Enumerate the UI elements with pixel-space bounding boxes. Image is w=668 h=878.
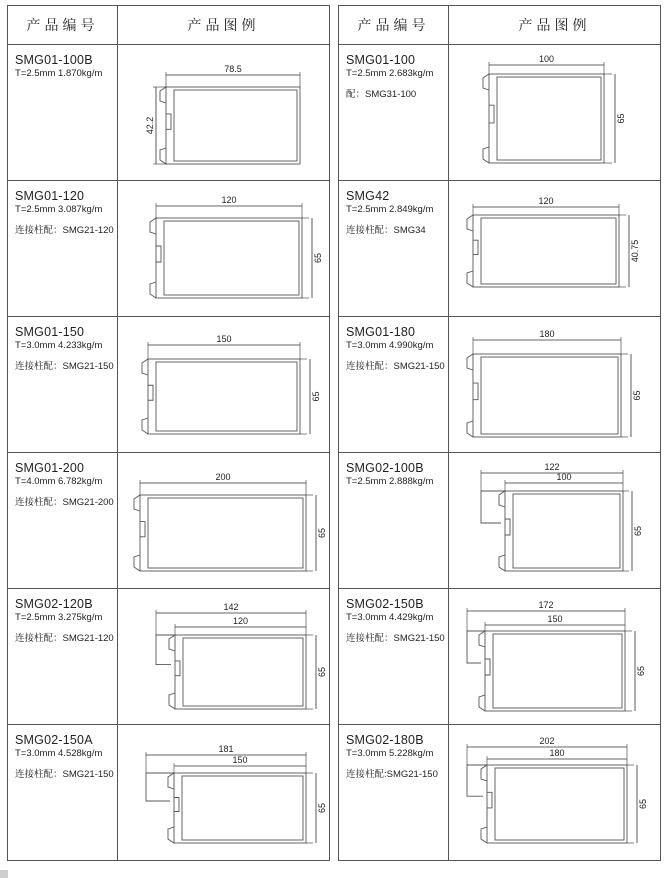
profile-drawing (118, 45, 330, 180)
inner-dimension-label: 180 (549, 748, 565, 758)
product-figure-cell (118, 181, 330, 317)
product-row (339, 725, 661, 861)
product-row (339, 317, 661, 453)
profile-inner-wall (182, 776, 303, 840)
profile-drawing (449, 45, 661, 180)
profile-connector-slots (150, 218, 161, 298)
product-row (8, 317, 330, 453)
profile-outer-frame (175, 635, 306, 709)
product-info-cell (339, 589, 449, 725)
header-product-figure: 产品图例 (449, 6, 661, 45)
width-dimension-label: 180 (539, 329, 555, 339)
product-spec: T=2.5mm 2.888kg/m (346, 476, 434, 487)
product-spec: T=3.0mm 4.429kg/m (346, 612, 434, 623)
product-figure-cell (118, 589, 330, 725)
catalog-table-left (7, 5, 330, 861)
width-dimension-label: 122 (544, 462, 560, 472)
product-code: SMG01-150 (15, 325, 85, 339)
product-code: SMG02-100B (346, 461, 424, 475)
product-matching-column: 连接柱配：SMG21-150 (346, 633, 445, 644)
profile-inner-wall (183, 638, 303, 706)
profile-connector-slots (142, 359, 153, 434)
profile-connector-slots (134, 495, 145, 571)
product-row (339, 589, 661, 725)
product-spec: T=2.5mm 3.275kg/m (15, 612, 103, 623)
height-dimension-label: 40.75 (630, 239, 640, 263)
profile-outer-frame (487, 765, 627, 843)
product-spec: T=2.5mm 1.870kg/m (15, 68, 103, 79)
product-code: SMG02-120B (15, 597, 93, 611)
profile-connector-slots (169, 635, 180, 709)
product-figure-cell (449, 725, 661, 861)
profile-drawing (118, 181, 330, 316)
profile-inner-wall (481, 357, 618, 434)
inner-dimension-label: 100 (556, 472, 572, 482)
width-dimension-label: 120 (221, 195, 237, 205)
product-info-cell (8, 589, 118, 725)
product-row (339, 453, 661, 589)
product-matching-column: 连接柱配：SMG21-120 (15, 633, 114, 644)
profile-inner-wall (174, 90, 297, 161)
product-code: SMG42 (346, 189, 390, 203)
profile-flange (481, 491, 505, 523)
profile-outer-frame (485, 631, 625, 711)
corner-mark (0, 870, 8, 878)
product-info-cell (8, 181, 118, 317)
product-matching-column: 连接柱配：SMG21-150 (346, 361, 445, 372)
product-row (8, 45, 330, 181)
product-row (8, 725, 330, 861)
profile-drawing (118, 589, 330, 724)
profile-connector-slots (160, 87, 171, 164)
height-dimension-label: 65 (317, 527, 327, 539)
product-code: SMG02-150B (346, 597, 424, 611)
height-dimension-label: 65 (313, 252, 323, 264)
width-dimension-label: 172 (538, 600, 554, 610)
product-matching-column: 连接柱配:SMG21-150 (346, 769, 438, 780)
profile-inner-wall (497, 77, 601, 160)
header-product-figure: 产品图例 (118, 6, 330, 45)
product-spec: T=4.0mm 6.782kg/m (15, 476, 103, 487)
product-code: SMG01-200 (15, 461, 85, 475)
product-info-cell (339, 181, 449, 317)
profile-outer-frame (148, 359, 300, 434)
product-code: SMG01-100B (15, 53, 93, 67)
product-figure-cell (118, 453, 330, 589)
inner-dimension-label: 120 (232, 616, 249, 626)
profile-inner-wall (493, 634, 622, 708)
product-figure-cell (118, 317, 330, 453)
profile-outer-frame (140, 495, 306, 571)
product-code: SMG02-150A (15, 733, 93, 747)
profile-connector-slots (467, 354, 478, 437)
width-dimension-label: 100 (538, 54, 555, 64)
product-code: SMG02-180B (346, 733, 424, 747)
product-spec: T=3.0mm 5.228kg/m (346, 748, 434, 759)
product-figure-cell (449, 45, 661, 181)
product-matching-column: 连接柱配：SMG21-150 (15, 361, 114, 372)
profile-flange (467, 631, 485, 663)
profile-drawing (118, 725, 330, 860)
product-info-cell (339, 453, 449, 589)
height-dimension-label: 65 (638, 798, 648, 810)
product-info-cell (8, 45, 118, 181)
profile-drawing (449, 453, 661, 588)
profile-drawing (118, 317, 330, 452)
profile-inner-wall (148, 498, 303, 568)
profile-flange (467, 765, 487, 796)
product-info-cell (8, 453, 118, 589)
product-figure-cell (449, 181, 661, 317)
product-code: SMG01-100 (346, 53, 416, 67)
profile-drawing (449, 317, 661, 452)
product-matching-column: 连接柱配：SMG21-200 (15, 497, 114, 508)
width-dimension-label: 150 (216, 334, 232, 344)
header-product-code: 产品编号 (8, 6, 118, 45)
product-spec: T=3.0mm 4.990kg/m (346, 340, 434, 351)
width-dimension-label: 181 (218, 744, 234, 754)
profile-outer-frame (156, 218, 302, 298)
catalog-table-right (338, 5, 661, 861)
height-dimension-label: 65 (616, 113, 626, 124)
inner-dimension-label: 150 (547, 614, 563, 624)
profile-inner-wall (495, 768, 624, 840)
profile-drawing (449, 725, 661, 860)
profile-outer-frame (166, 87, 300, 164)
height-dimension-label: 65 (633, 525, 643, 537)
profile-connector-slots (479, 631, 490, 711)
height-dimension-label: 65 (632, 390, 642, 401)
product-row (8, 181, 330, 317)
product-spec: T=3.0mm 4.233kg/m (15, 340, 103, 351)
width-dimension-label: 200 (215, 472, 231, 482)
profile-connector-slots (168, 773, 179, 843)
product-figure-cell (118, 45, 330, 181)
profile-drawing (449, 589, 661, 724)
profile-outer-frame (505, 491, 623, 571)
profile-flange (146, 773, 174, 801)
product-figure-cell (118, 725, 330, 861)
profile-outer-frame (473, 354, 621, 437)
profile-connector-slots (483, 74, 494, 163)
product-spec: T=2.5mm 2.683kg/m (346, 68, 434, 79)
profile-connector-slots (499, 491, 510, 571)
profile-connector-slots (467, 215, 478, 287)
product-row (8, 453, 330, 589)
product-spec: T=3.0mm 4.528kg/m (15, 748, 103, 759)
profile-drawing (449, 181, 661, 316)
profile-outer-frame (489, 74, 604, 163)
product-info-cell (339, 725, 449, 861)
profile-inner-wall (513, 494, 620, 568)
height-dimension-label: 65 (317, 666, 327, 678)
height-dimension-label: 42.2 (145, 116, 155, 135)
profile-outer-frame (473, 215, 619, 287)
product-matching-column: 连接柱配：SMG21-150 (15, 769, 114, 780)
product-info-cell (8, 317, 118, 453)
height-dimension-label: 65 (311, 391, 321, 402)
product-code: SMG01-120 (15, 189, 85, 203)
inner-dimension-label: 150 (232, 755, 248, 765)
width-dimension-label: 202 (539, 736, 555, 746)
table-header (8, 6, 330, 45)
product-row (339, 181, 661, 317)
product-row (8, 589, 330, 725)
width-dimension-label: 78.5 (224, 64, 242, 74)
profile-inner-wall (481, 218, 616, 284)
product-spec: T=2.5mm 3.087kg/m (15, 204, 103, 215)
product-code: SMG01-180 (346, 325, 416, 339)
product-figure-cell (449, 453, 661, 589)
width-dimension-label: 120 (538, 196, 554, 206)
product-matching-column: 配：SMG31-100 (346, 89, 417, 100)
profile-drawing (118, 453, 330, 588)
profile-connector-slots (481, 765, 492, 843)
height-dimension-label: 65 (317, 802, 327, 814)
profile-inner-wall (164, 221, 299, 295)
width-dimension-label: 142 (223, 602, 239, 612)
product-row (339, 45, 661, 181)
header-product-code: 产品编号 (339, 6, 449, 45)
product-spec: T=2.5mm 2.849kg/m (346, 204, 434, 215)
profile-outer-frame (174, 773, 306, 843)
product-info-cell (339, 317, 449, 453)
height-dimension-label: 65 (636, 665, 646, 677)
product-figure-cell (449, 589, 661, 725)
profile-inner-wall (156, 362, 297, 431)
product-matching-column: 连接柱配：SMG34 (346, 225, 426, 236)
product-matching-column: 连接柱配：SMG21-120 (15, 225, 114, 236)
product-info-cell (339, 45, 449, 181)
table-header (339, 6, 661, 45)
product-figure-cell (449, 317, 661, 453)
product-info-cell (8, 725, 118, 861)
